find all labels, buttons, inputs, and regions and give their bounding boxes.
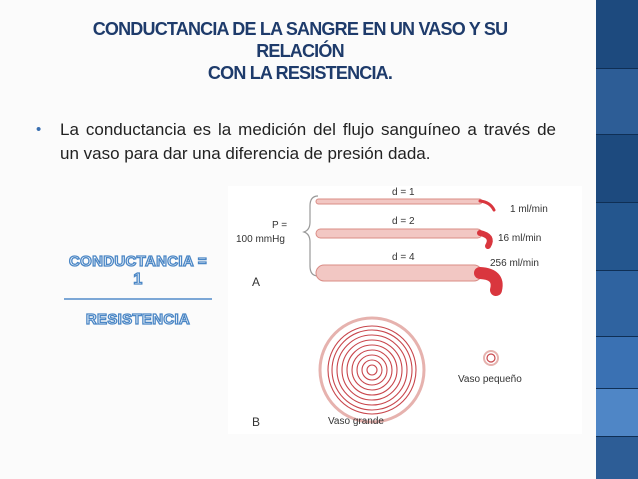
vessel-3 [316,265,482,281]
vessel-1-diameter: d = 1 [392,187,415,198]
vessel-diagram [228,186,582,434]
title-line-1: CONDUCTANCIA DE LA SANGRE EN UN VASO Y SU [92,19,508,39]
vessel-2-flow [480,233,490,246]
pressure-bracket [304,196,318,276]
fraction-bar [64,298,212,300]
vessel-3-flow [480,273,497,290]
decorative-sidebar [596,0,638,479]
title-line-3: CON LA RESISTENCIA. [207,63,393,83]
formula-denominator: RESISTENCIA [85,311,191,328]
vessel-1-flow [480,201,494,210]
small-vessel-label: Vaso pequeño [458,374,522,385]
pressure-label-2: 100 mmHg [236,234,285,245]
bullet-text: La conductancia es la medición del flujo sanguíneo a través de un vaso para dar una diferencia de presión dada. [60,120,556,163]
large-vessel-cross-section [320,318,424,422]
large-vessel-label: Vaso grande [328,416,384,427]
vessel-diagram-svg [228,186,582,434]
formula-numerator-label: CONDUCTANCIA = [69,253,207,270]
vessel-2-diameter: d = 2 [392,216,415,227]
panel-a-label: A [252,275,261,289]
pressure-label-1: P = [272,220,288,231]
bullet-icon: • [36,121,42,138]
vessel-2 [316,229,482,238]
title-line-2: RELACIÓN [256,41,344,61]
small-vessel-cross-section [484,351,498,365]
vessel-3-flow-label: 256 ml/min [490,258,539,269]
vessel-2-flow-label: 16 ml/min [498,233,542,244]
bullet-point [36,118,556,166]
formula-numerator-value: 1 [133,271,143,288]
vessel-3-diameter: d = 4 [392,252,415,263]
vessel-1-flow-label: 1 ml/min [510,204,548,215]
slide-title [40,18,560,84]
panel-b-label: B [252,415,261,429]
vessel-1 [316,199,482,204]
